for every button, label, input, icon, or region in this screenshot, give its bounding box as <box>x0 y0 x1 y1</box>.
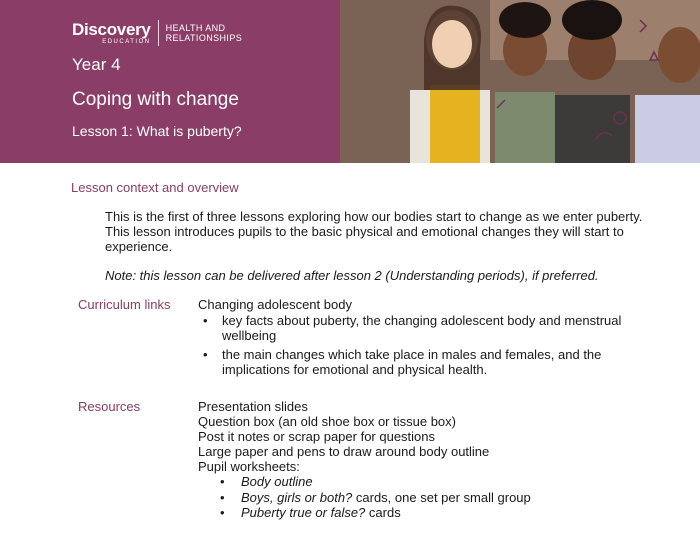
curriculum-heading: Changing adolescent body <box>198 297 352 312</box>
lesson-title: Lesson 1: What is puberty? <box>72 123 242 139</box>
brand-tagline-line-2: RELATIONSHIPS <box>165 33 243 43</box>
list-item: Large paper and pens to draw around body outline <box>198 444 490 459</box>
worksheet-name: Boys, girls or both? <box>241 489 353 505</box>
curriculum-list <box>198 313 648 381</box>
brand-divider <box>158 20 159 46</box>
overview-heading: Lesson context and overview <box>71 180 239 195</box>
worksheet-detail: cards, one set per small group <box>352 489 531 505</box>
list-item: Question box (an old shoe box or tissue box) <box>198 414 456 429</box>
list-item: • the main changes which take place in males and females, and the implications for emotional and physical health. <box>198 347 648 377</box>
worksheet-detail: cards <box>365 505 401 520</box>
page-title: Coping with change <box>72 89 239 110</box>
discovery-logo <box>72 21 151 45</box>
brand-logo <box>72 20 242 46</box>
worksheets-list <box>218 474 618 521</box>
children-photo-illustration <box>340 0 700 163</box>
overview-paragraph: This is the first of three lessons exploring how our bodies start to change as we enter puberty. This lesson introduces pupils to the basic physical and emotional changes they will start to experience. <box>105 209 643 254</box>
list-item: Pupil worksheets: <box>198 459 300 474</box>
year-label: Year 4 <box>72 55 121 74</box>
header-banner <box>0 0 700 163</box>
list-item: • key facts about puberty, the changing adolescent body and menstrual wellbeing <box>198 313 648 343</box>
list-item: Post it notes or scrap paper for questions <box>198 429 436 444</box>
resources-label: Resources <box>78 399 141 414</box>
brand-sub-small: EDUCATION <box>102 39 151 45</box>
brand-name: Discovery <box>72 20 151 39</box>
brand-tagline <box>166 23 243 43</box>
resources-list <box>198 399 489 474</box>
overview-note: Note: this lesson can be delivered after lesson 2 (Understanding periods), if preferred. <box>105 268 599 283</box>
header-photo <box>340 0 700 163</box>
list-item <box>218 474 618 490</box>
worksheet-name: Puberty true or false? <box>241 505 366 520</box>
list-item: Presentation slides <box>198 399 308 414</box>
worksheet-name: Body outline <box>241 474 313 489</box>
brand-tagline-line-1: HEALTH AND <box>165 23 226 33</box>
list-item <box>218 490 618 506</box>
curriculum-links-label: Curriculum links <box>78 297 171 312</box>
list-item <box>218 505 618 521</box>
